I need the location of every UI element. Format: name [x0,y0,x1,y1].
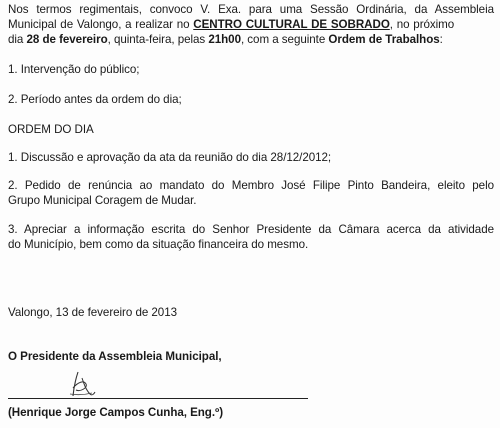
intro-line-2 [8,17,494,32]
handwritten-signature [64,368,104,402]
intro-line-3-end: : [439,33,443,46]
intro-line-3-mid: , quinta-feira, pelas [107,33,209,46]
ordem-do-dia-heading: ORDEM DO DIA [8,123,94,136]
intro-line-3-pre: dia [8,33,27,46]
date-line: Valongo, 13 de fevereiro de 2013 [8,306,178,319]
venue-name: CENTRO CULTURAL DE SOBRADO [193,18,390,31]
intro-line-1: Nos termos regimentais, convoco V. Exa. para uma Sessão Ordinária, da Assembleia [8,3,494,16]
intro-paragraph [8,2,494,47]
agenda-item-2 [8,178,494,208]
signature-line [8,398,308,399]
agenda-item-2-line-2: Grupo Municipal Coragem de Mudar. [8,194,197,207]
agenda-item-1: 1. Discussão e aprovação da ata da reunião do dia 28/12/2012; [8,151,332,164]
signatory-title: O Presidente da Assembleia Municipal, [8,350,222,363]
agenda-item-3 [8,222,494,252]
pre-agenda-item-2: 2. Período antes da ordem do dia; [8,93,182,106]
intro-line-2-pre: Municipal de Valongo, a realizar no [8,18,194,31]
intro-line-3-mid2: , com a seguinte [240,33,329,46]
agenda-label: Ordem de Trabalhos [328,33,440,46]
intro-line-2-post: , no próximo [389,18,455,31]
pre-agenda-item-1: 1. Intervenção do público; [8,63,140,76]
session-time: 21h00 [208,33,241,46]
intro-line-3 [8,32,494,47]
agenda-item-2-line-1: 2. Pedido de renúncia ao mandato do Membro José Filipe Pinto Bandeira, eleito pelo [8,179,494,192]
signatory-name: (Henrique Jorge Campos Cunha, Eng.º) [8,406,224,419]
agenda-item-3-line-2: do Município, bem como da situação financeira do mesmo. [8,238,309,251]
agenda-item-3-line-1: 3. Apreciar a informação escrita do Senhor Presidente da Câmara acerca da atividade [8,223,494,236]
session-date: 28 de fevereiro [26,33,108,46]
